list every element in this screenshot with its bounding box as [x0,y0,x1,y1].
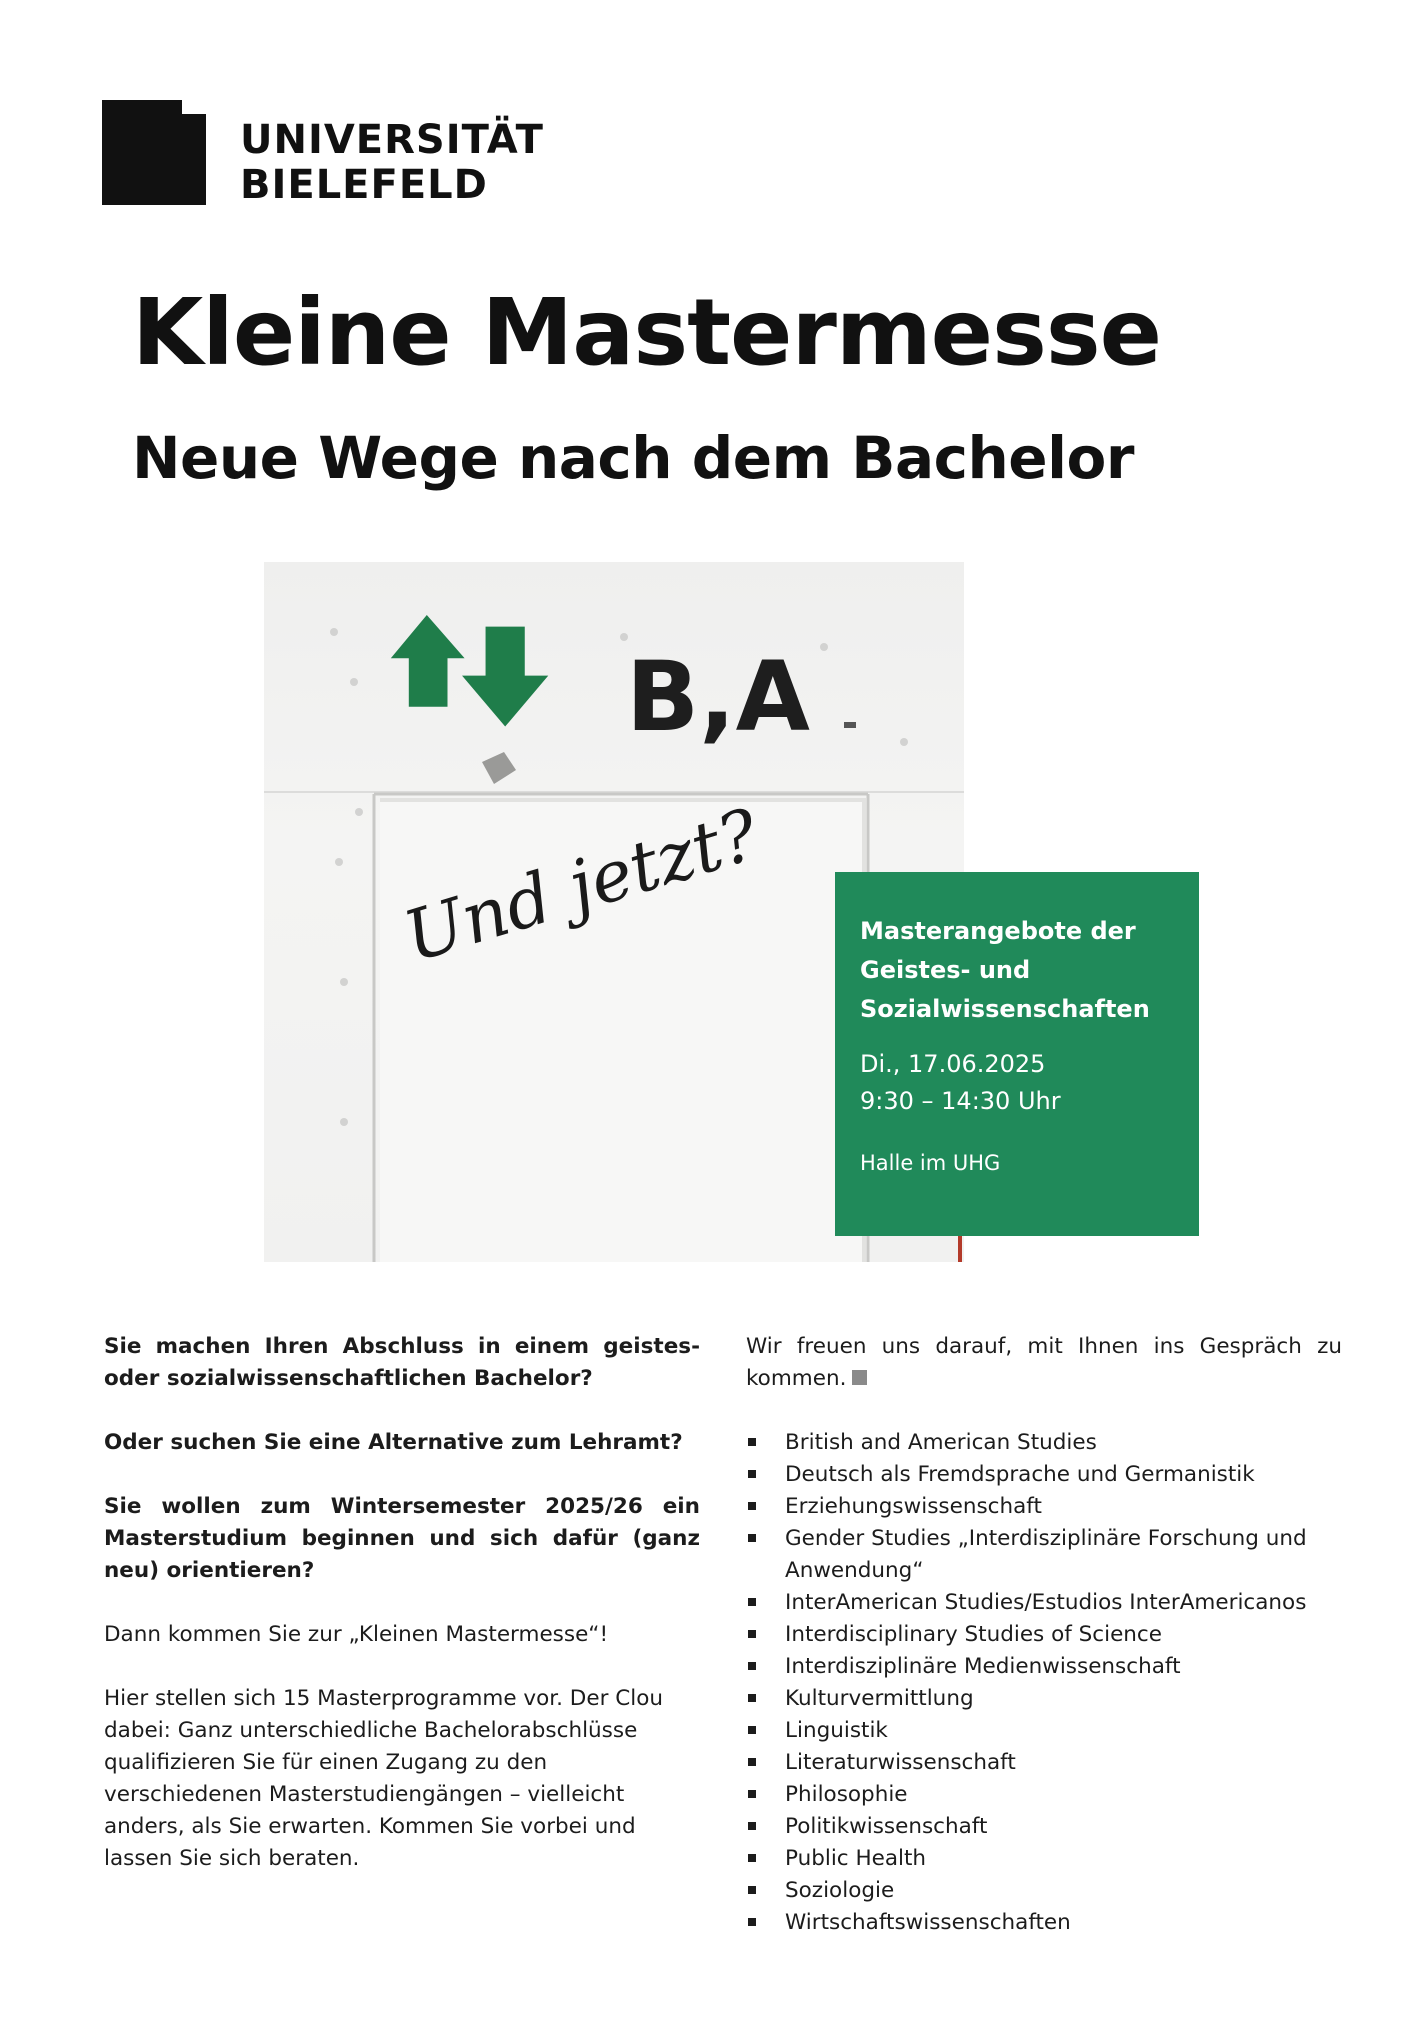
program-item: InterAmerican Studies/Estudios InterAmericanos [746,1587,1342,1619]
intro-column [104,1331,700,1907]
intro-question-2: Oder suchen Sie eine Alternative zum Lehramt? [104,1430,683,1455]
end-square-icon [852,1370,867,1385]
arrow-up-icon [391,615,465,707]
sign-text: B,A [626,641,810,753]
program-item: Philosophie [746,1779,1342,1811]
intro-invite: Dann kommen Sie zur „Kleinen Mastermesse“! [104,1622,609,1647]
university-logo-mark [102,100,206,205]
handwriting-text: Und jetzt? [394,793,768,979]
program-item: Deutsch als Fremdsprache und Germanistik [746,1459,1342,1491]
university-name [240,118,544,208]
program-item: Interdisziplinäre Medienwissenschaft [746,1651,1342,1683]
program-item: Literaturwissenschaft [746,1747,1342,1779]
event-heading-line: Masterangebote der [860,917,1136,945]
program-item: Soziologie [746,1875,1342,1907]
intro-question-3: Sie wollen zum Wintersemester 2025/26 ein Masterstudium beginnen und sich dafür (ganz neu) orientieren? [104,1494,700,1583]
university-name-line2: BIELEFELD [240,162,488,208]
program-list [746,1427,1342,1939]
program-item: Kulturvermittlung [746,1683,1342,1715]
university-name-line1: UNIVERSITÄT [240,117,544,163]
program-item: Public Health [746,1843,1342,1875]
program-item: British and American Studies [746,1427,1342,1459]
event-heading-line: Geistes- und [860,956,1031,984]
page-title: Kleine Mastermesse [132,279,1161,386]
program-item: Erziehungswissenschaft [746,1491,1342,1523]
program-item: Linguistik [746,1715,1342,1747]
page-subtitle: Neue Wege nach dem Bachelor [132,424,1134,492]
program-item: Wirtschaftswissenschaften [746,1907,1342,1939]
event-heading-line: Sozialwissenschaften [860,995,1150,1023]
event-datetime [860,1046,1177,1120]
program-item: Interdisciplinary Studies of Science [746,1619,1342,1651]
programs-column [746,1331,1342,1939]
intro-question-1: Sie machen Ihren Abschluss in einem geistes- oder sozialwissenschaftlichen Bachelor? [104,1334,700,1391]
program-item: Gender Studies „Interdisziplinäre Forschung und Anwendung“ [746,1523,1342,1587]
event-info-box [835,872,1199,1236]
arrow-down-icon [462,627,548,727]
event-time: 9:30 – 14:30 Uhr [860,1087,1061,1115]
university-logo [102,100,562,210]
program-item: Politikwissenschaft [746,1811,1342,1843]
event-date: Di., 17.06.2025 [860,1050,1046,1078]
intro-details: Hier stellen sich 15 Masterprogramme vor. Der Clou dabei: Ganz unterschiedliche Bachelorabschlüsse qualifizieren Sie für einen Zugang zu den verschiedenen Masterstudiengängen – vielleicht anders, als Sie erwarten. Kommen Sie vorbei und lassen Sie sich beraten. [104,1686,664,1871]
closing-paragraph [746,1331,1342,1395]
event-heading [860,912,1177,1029]
closing-text: Wir freuen uns darauf, mit Ihnen ins Gespräch zu kommen. [746,1334,1342,1391]
event-place: Halle im UHG [860,1151,1001,1175]
